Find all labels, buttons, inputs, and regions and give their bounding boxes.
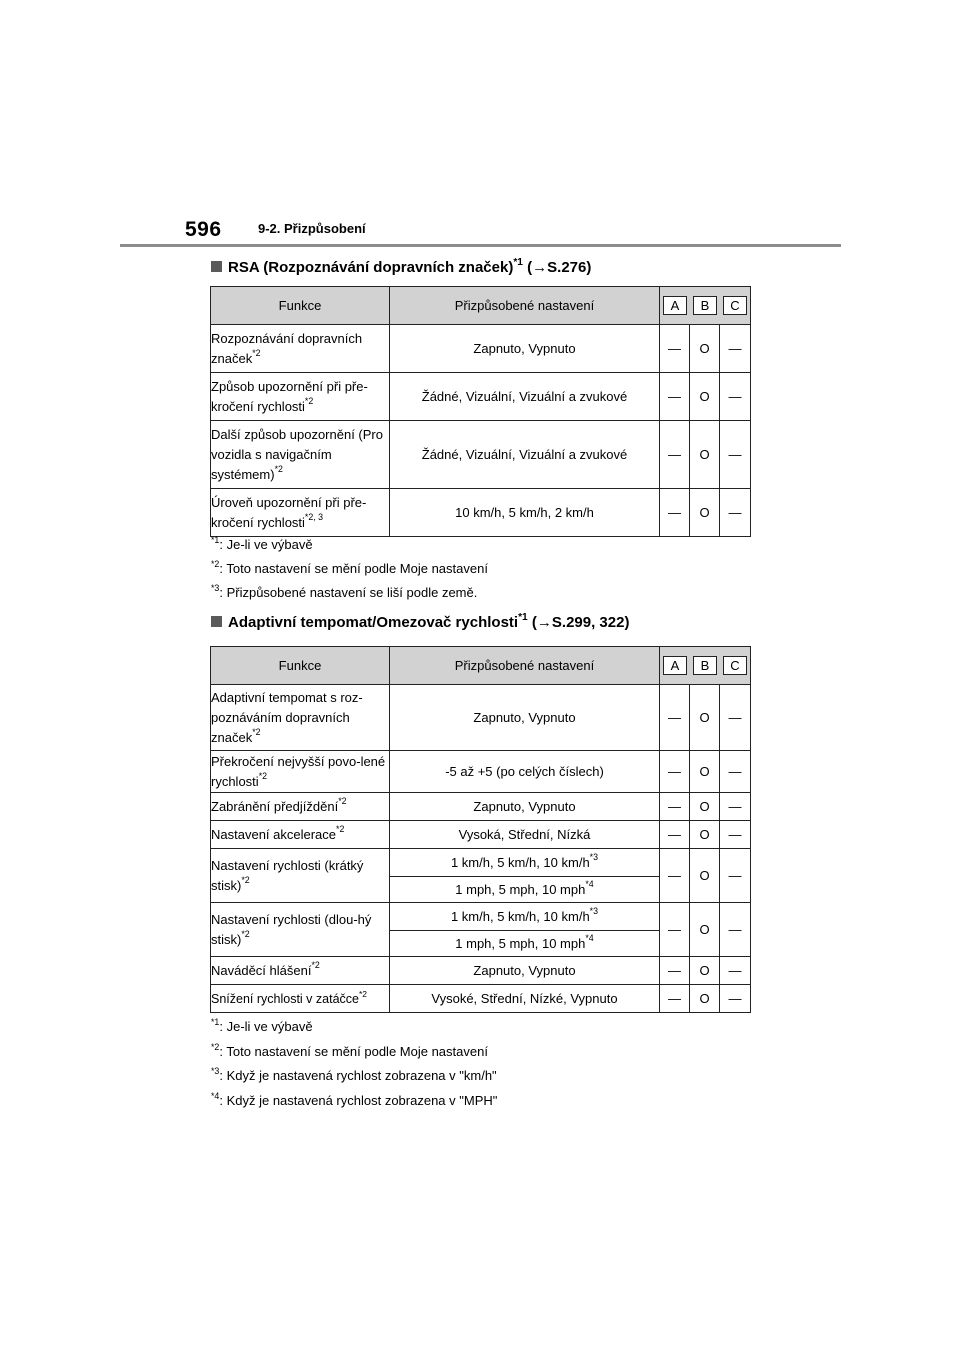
- mark-a: —: [660, 751, 690, 793]
- function-cell: Překročení nejvyšší povo-lené rychlosti$^{*2}$: [211, 751, 390, 793]
- value-cell: 1 km/h, 5 km/h, 10 $km/h^{*3}$: [390, 903, 660, 931]
- mark-b: O: [690, 685, 720, 751]
- mark-c: —: [720, 421, 751, 489]
- value-cell: Vysoké, Střední, Nízké, Vypnuto: [390, 985, 660, 1013]
- mark-a: —: [660, 325, 690, 373]
- mark-b: O: [690, 903, 720, 957]
- function-cell: Nastavení rychlosti (krátký stisk)$^{*2}$: [211, 849, 390, 903]
- column-header-function: Funkce: [211, 647, 390, 685]
- function-cell: Naváděcí hlášení$^{*2}$: [211, 957, 390, 985]
- table-row: [211, 685, 751, 751]
- column-header-b: B: [693, 296, 717, 315]
- column-header-c: C: [723, 296, 747, 315]
- function-cell: Úroveň upozornění při pře-kročení rychlosti$^{*2, 3}$: [211, 489, 390, 537]
- footnote: $^{*1}$: Je-li ve výbavě: [211, 1016, 313, 1034]
- column-header-abc: [660, 647, 751, 685]
- column-header-a: A: [663, 656, 687, 675]
- section-label: 9-2. Přizpůsobení: [258, 221, 366, 236]
- mark-c: —: [720, 489, 751, 537]
- mark-b: O: [690, 821, 720, 849]
- mark-b: O: [690, 849, 720, 903]
- mark-a: —: [660, 903, 690, 957]
- footnote: $^{*2}$: Toto nastavení se mění podle Moje nastavení: [211, 1041, 488, 1059]
- value-cell: 1 mph, 5 mph, 10 mph$^{*4}$: [390, 877, 660, 903]
- mark-a: —: [660, 685, 690, 751]
- table-row: [211, 849, 751, 877]
- mark-a: —: [660, 373, 690, 421]
- function-cell: Snížení rychlosti v zatáčce$^{*2}$: [211, 985, 390, 1013]
- mark-c: —: [720, 985, 751, 1013]
- table-header-row: [211, 287, 751, 325]
- value-cell: Zapnuto, Vypnuto: [390, 957, 660, 985]
- mark-c: —: [720, 325, 751, 373]
- value-cell: -5 až +5 (po celých číslech): [390, 751, 660, 793]
- function-cell: Rozpoznávání dopravních značek$^{*2}$: [211, 325, 390, 373]
- function-cell: Adaptivní tempomat s roz-poznáváním dopravních značek$^{*2}$: [211, 685, 390, 751]
- column-header-custom: Přizpůsobené nastavení: [390, 647, 660, 685]
- mark-a: —: [660, 957, 690, 985]
- table-row: [211, 957, 751, 985]
- table-header-row: [211, 647, 751, 685]
- table-row: [211, 821, 751, 849]
- rsa-settings-table: [210, 286, 751, 537]
- mark-b: O: [690, 793, 720, 821]
- column-header-custom: Přizpůsobené nastavení: [390, 287, 660, 325]
- square-bullet-icon: [211, 616, 222, 627]
- table-row: [211, 373, 751, 421]
- mark-c: —: [720, 903, 751, 957]
- mark-b: O: [690, 325, 720, 373]
- function-cell: Způsob upozornění při pře-kročení rychlosti$^{*2}$: [211, 373, 390, 421]
- acc-settings-table: [210, 646, 751, 1013]
- value-cell: Zapnuto, Vypnuto: [390, 793, 660, 821]
- square-bullet-icon: [211, 261, 222, 272]
- value-cell: 1 mph, 5 mph, 10 mph$^{*4}$: [390, 931, 660, 957]
- section-title-rsa: RSA (Rozpoznávání dopravních značek)$^{*1}$ (→S.276): [211, 259, 591, 276]
- column-header-abc: [660, 287, 751, 325]
- table-row: [211, 421, 751, 489]
- mark-b: O: [690, 421, 720, 489]
- mark-a: —: [660, 421, 690, 489]
- footnote: $^{*2}$: Toto nastavení se mění podle Moje nastavení: [211, 558, 488, 576]
- mark-a: —: [660, 793, 690, 821]
- mark-c: —: [720, 373, 751, 421]
- table-row: [211, 903, 751, 931]
- function-cell: Nastavení akcelerace$^{*2}$: [211, 821, 390, 849]
- value-cell: Zapnuto, Vypnuto: [390, 325, 660, 373]
- mark-c: —: [720, 821, 751, 849]
- footnote: $^{*1}$: Je-li ve výbavě: [211, 534, 313, 552]
- value-cell: 1 km/h, 5 km/h, 10 $km/h^{*3}$: [390, 849, 660, 877]
- table-row: [211, 793, 751, 821]
- table-row: [211, 751, 751, 793]
- column-header-b: B: [693, 656, 717, 675]
- column-header-function: Funkce: [211, 287, 390, 325]
- footnote: $^{*3}$: Přizpůsobené nastavení se liší podle země.: [211, 582, 478, 600]
- mark-c: —: [720, 751, 751, 793]
- column-header-a: A: [663, 296, 687, 315]
- page-number: 596: [185, 218, 222, 241]
- footnote: $^{*4}$: Když je nastavená rychlost zobrazena v "MPH": [211, 1090, 498, 1108]
- mark-a: —: [660, 489, 690, 537]
- value-cell: Vysoká, Střední, Nízká: [390, 821, 660, 849]
- footnote: $^{*3}$: Když je nastavená rychlost zobrazena v "km/h": [211, 1065, 497, 1083]
- mark-b: O: [690, 985, 720, 1013]
- mark-c: —: [720, 957, 751, 985]
- table-row: [211, 325, 751, 373]
- mark-a: —: [660, 985, 690, 1013]
- arrow-icon: →: [532, 259, 548, 276]
- column-header-c: C: [723, 656, 747, 675]
- value-cell: 10 km/h, 5 km/h, 2 km/h: [390, 489, 660, 537]
- function-cell: Nastavení rychlosti (dlou-hý stisk)$^{*2}$: [211, 903, 390, 957]
- mark-a: —: [660, 849, 690, 903]
- table-row: [211, 489, 751, 537]
- value-cell: Žádné, Vizuální, Vizuální a zvukové: [390, 421, 660, 489]
- function-cell: Další způsob upozornění (Pro vozidla s navigačním systémem)$^{*2}$: [211, 421, 390, 489]
- arrow-icon: →: [536, 614, 552, 631]
- mark-b: O: [690, 957, 720, 985]
- section-title-acc: Adaptivní tempomat/Omezovač rychlosti$^{*1}$ (→S.299, 322): [211, 614, 629, 631]
- value-cell: Zapnuto, Vypnuto: [390, 685, 660, 751]
- value-cell: Žádné, Vizuální, Vizuální a zvukové: [390, 373, 660, 421]
- header-divider: [120, 244, 841, 247]
- function-cell: Zabránění předjíždění$^{*2}$: [211, 793, 390, 821]
- table-row: [211, 985, 751, 1013]
- mark-c: —: [720, 685, 751, 751]
- mark-c: —: [720, 793, 751, 821]
- mark-a: —: [660, 821, 690, 849]
- mark-b: O: [690, 489, 720, 537]
- mark-b: O: [690, 751, 720, 793]
- mark-b: O: [690, 373, 720, 421]
- mark-c: —: [720, 849, 751, 903]
